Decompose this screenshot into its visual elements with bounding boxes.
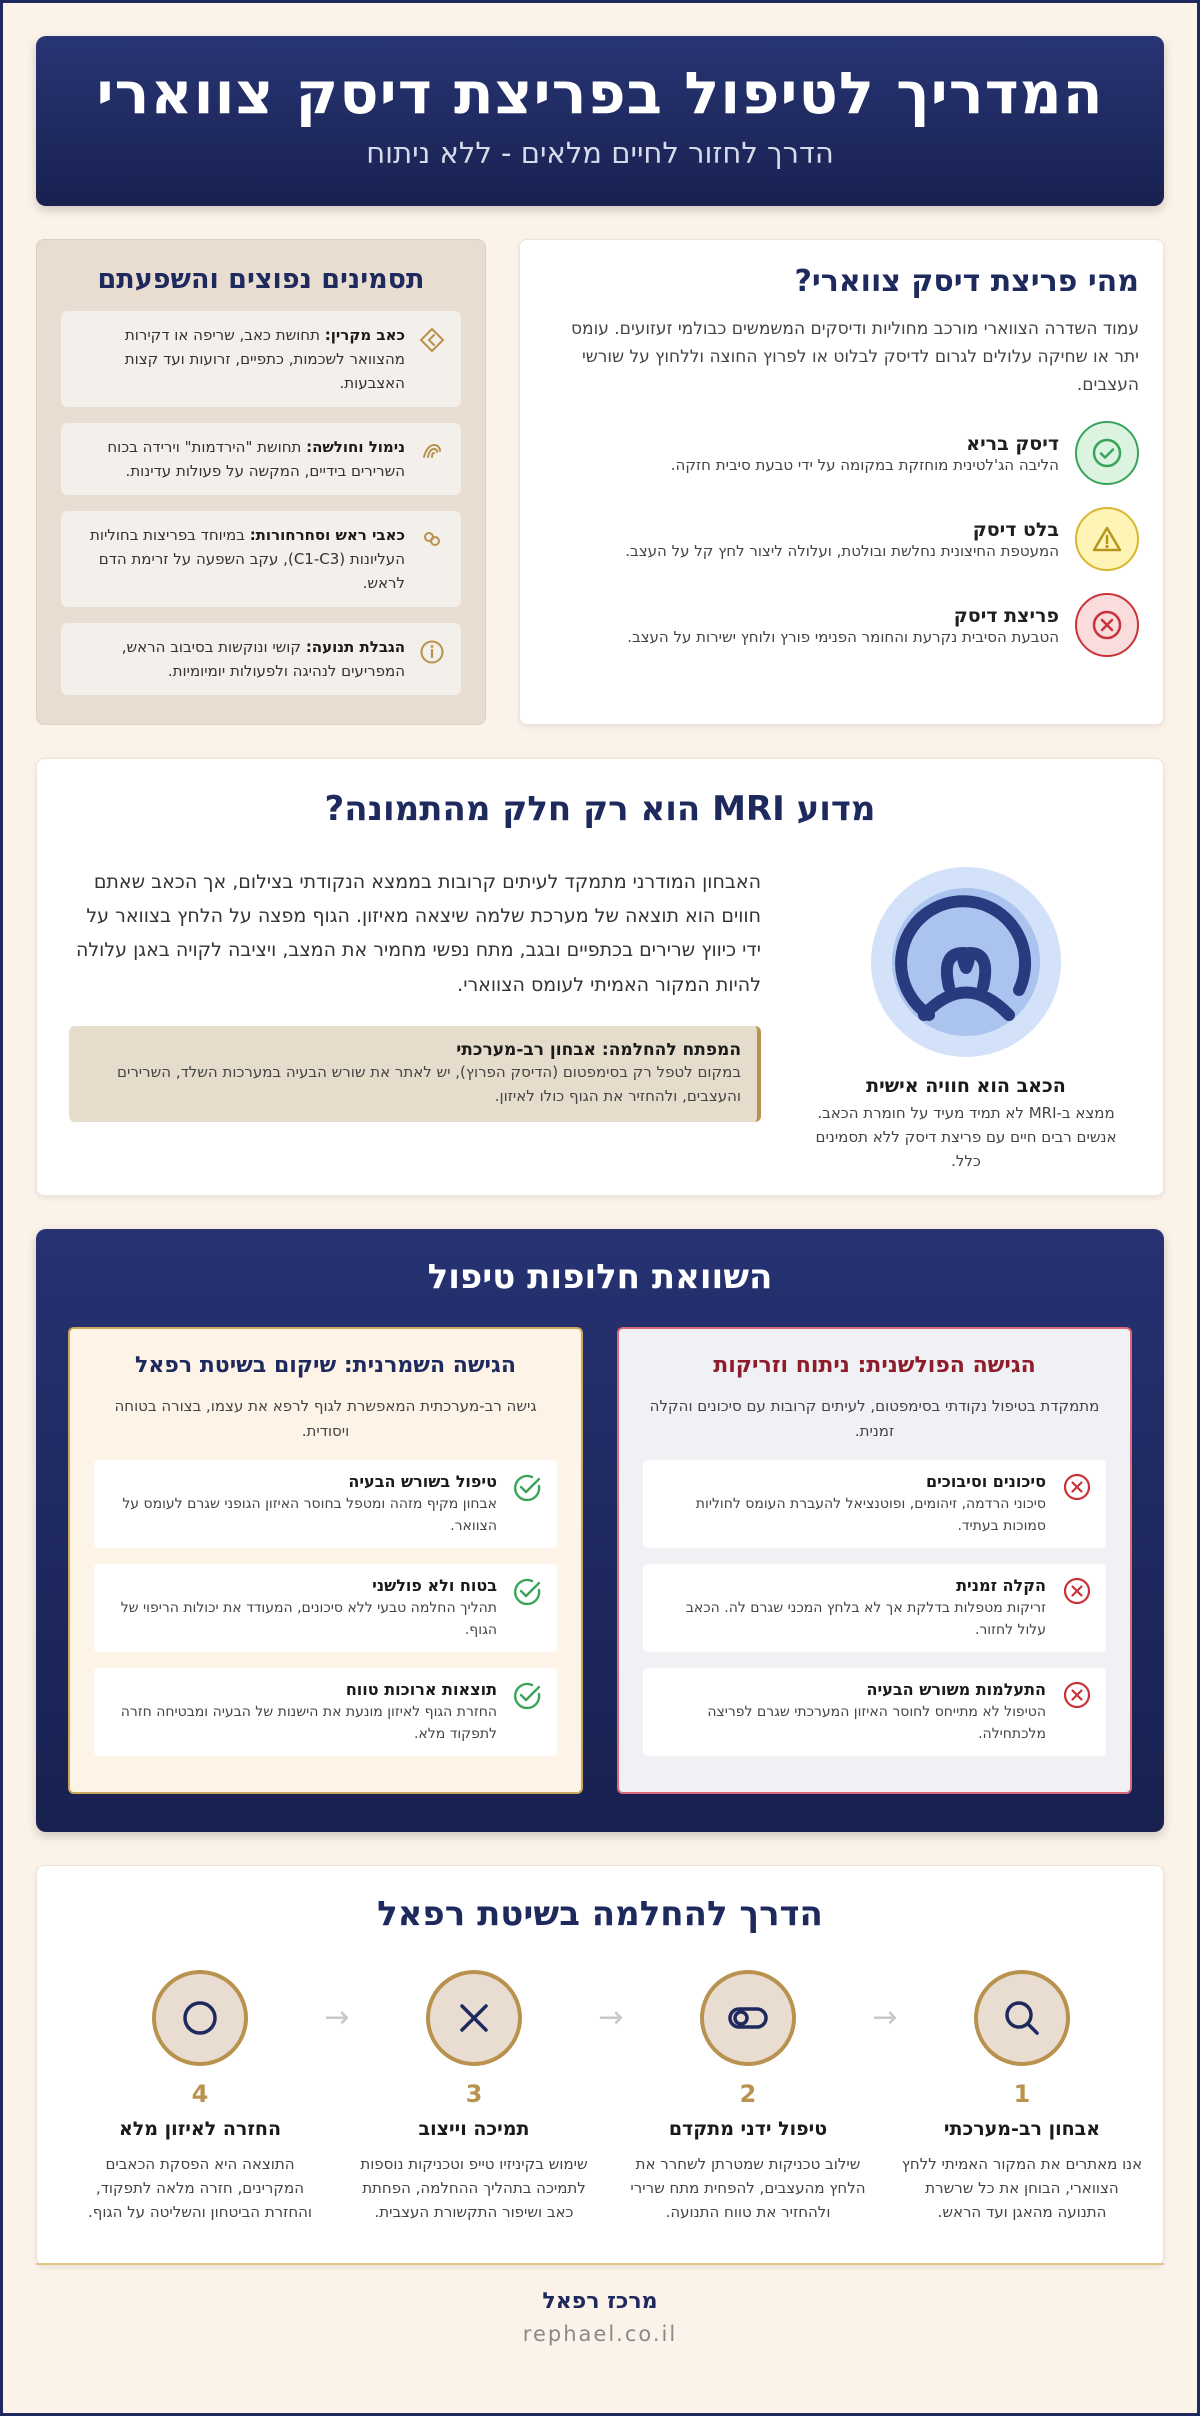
mri-title: מדוע MRI הוא רק חלק מהתמונה? xyxy=(324,789,876,829)
footer-url-link[interactable]: rephael.co.il xyxy=(522,2322,678,2346)
circle-icon xyxy=(152,1970,248,2066)
link-icon xyxy=(417,523,447,555)
comparison-section xyxy=(36,1229,1164,1832)
symptom-text: תחושת "הירדמות" וירידה בכוח השרירים בידיים, המקשה על פעולות עדינות. xyxy=(107,438,405,480)
page-subtitle: הדרך לחזור לחיים מלאים - ללא ניתוח xyxy=(366,135,834,170)
symptom-text: תחושת כאב, שריפה או דקירות מהצוואר לשכמות, כתפיים, זרועות ועד קצות האצבעות. xyxy=(124,326,405,392)
surgical-point xyxy=(643,1460,1106,1548)
recovery-path-card xyxy=(36,1865,1164,2266)
point-title: סיכונים וסיבוכים xyxy=(925,1471,1046,1491)
point-title: הקלה זמנית xyxy=(956,1575,1046,1595)
symptom-label: כאב מקרין: xyxy=(324,326,405,344)
pain-figure-icon xyxy=(801,865,1131,1063)
point-text: הטיפול לא מתייחס לחוסר האיזון המערכתי שגרם לפריצה מלכתחילה. xyxy=(707,1703,1046,1742)
arrow-icon: → xyxy=(872,2000,898,2035)
mri-card xyxy=(36,758,1164,1196)
arrow-icon: → xyxy=(324,2000,350,2035)
point-title: תוצאות ארוכות טווח xyxy=(345,1679,497,1699)
disc-stage-desc: הטבעת הסיבית נקרעת והחומר הפנימי פורץ ולוחץ ישירות על העצב. xyxy=(627,627,1059,646)
surgical-point xyxy=(643,1668,1106,1756)
what-is-title: מהי פריצת דיסק צווארי? xyxy=(794,264,1139,299)
header-banner xyxy=(36,36,1164,206)
symptom-item xyxy=(61,623,461,695)
x-circle-icon xyxy=(1058,1576,1092,1610)
symptom-text: במיוחד בפריצות בחוליות העליונות (C1-C3), עקב השפעה על זרימת הדם לראש. xyxy=(90,526,405,592)
close-x-icon xyxy=(426,1970,522,2066)
symptom-label: הגבלת תנועה: xyxy=(305,638,405,656)
symptom-item xyxy=(61,311,461,407)
x-circle-icon xyxy=(1075,593,1139,657)
conservative-title: הגישה השמרנית: שיקום בשיטת רפאל xyxy=(135,1353,516,1378)
disc-stage-name: דיסק בריא xyxy=(966,432,1059,455)
step-text: אנו מאתרים את המקור האמיתי ללחץ הצווארי, הבוחן את כל שרשרת התנועה מהאגן ועד הראש. xyxy=(901,2155,1143,2221)
disc-stage-healthy xyxy=(544,421,1139,485)
x-circle-icon xyxy=(1058,1680,1092,1714)
point-text: אבחון מקיף מזהה ומטפל בחוסר האיזון הגופני שגרם לעומס על הצוואר. xyxy=(122,1495,497,1534)
check-circle-icon xyxy=(509,1472,543,1508)
disc-stage-bulge xyxy=(544,507,1139,571)
surgical-title: הגישה הפולשנית: ניתוח וזריקות xyxy=(713,1353,1036,1378)
recovery-path-title: הדרך להחלמה בשיטת רפאל xyxy=(377,1894,823,1934)
point-text: סיכוני הרדמה, זיהומים, ופוטנציאל להעברת העומס לחוליות סמוכות בעתיד. xyxy=(695,1495,1046,1534)
conservative-point xyxy=(94,1460,557,1548)
step-number: 2 xyxy=(739,2080,757,2108)
point-text: החזרת הגוף לאיזון מונעת את הישנות של הבעיה ומבטיחה חזרה לתפקוד מלא. xyxy=(120,1703,497,1742)
symptom-item xyxy=(61,423,461,495)
what-is-intro: עמוד השדרה הצווארי מורכב מחוליות ודיסקים המשמשים כבולמי זעזועים. עומס יתר או שחיקה עלולים לגרום לדיסק לבלוט או לפרוץ החוצה וללחוץ על שורשי העצבים. xyxy=(571,319,1139,396)
disc-stage-desc: הליבה הג'לטינית מוחזקת במקומה על ידי טבעת סיבית חזקה. xyxy=(670,455,1059,474)
conservative-point xyxy=(94,1564,557,1652)
conservative-column xyxy=(68,1327,583,1794)
point-title: בטוח ולא פולשני xyxy=(372,1575,497,1595)
symptom-label: נימול וחולשה: xyxy=(306,438,405,456)
point-text: תהליך החלמה טבעי ללא סיכונים, המעודד את יכולות הריפוי של הגוף. xyxy=(120,1599,497,1638)
mri-side-title: הכאב הוא חוויה אישית xyxy=(866,1075,1066,1097)
info-icon xyxy=(417,635,447,669)
radiating-icon xyxy=(417,323,447,357)
warning-icon xyxy=(1075,507,1139,571)
mri-body-text: האבחון המודרני מתמקד לעיתים קרובות בממצא הנקודתי בצילום, אך הכאב שאתם חווים הוא תוצאה של מערכת שלמה שיצאה מאיזון. הגוף מפצה על הלחץ בצוואר על ידי כיווץ שרירים בכתפיים ובגב, מתח נפשי מחמיר את המצב, ויציבה לקויה באגן עלולה להיות המקור האמיתי לעומס הצווארי. xyxy=(75,871,761,996)
comparison-title: השוואת חלופות טיפול xyxy=(427,1257,773,1297)
point-title: התעלמות משורש הבעיה xyxy=(866,1679,1046,1699)
disc-stage-herniation xyxy=(544,593,1139,657)
footer xyxy=(36,2263,1164,2346)
conservative-desc: גישה רב-מערכתית המאפשרת לגוף לרפא את עצמו, בצורה בטוחה ויסודית. xyxy=(114,1397,537,1440)
step-text: שילוב טכניקות שמטרתן לשחרר את הלחץ מהעצבים, להפחית מתח שרירי ולהחזיר את טווח התנועה. xyxy=(630,2155,866,2221)
step-number: 3 xyxy=(465,2080,483,2108)
surgical-column xyxy=(617,1327,1132,1794)
symptom-text: קושי ונוקשות בסיבוב הראש, המפריעים לנהיגה ולפעולות יומיומיות. xyxy=(121,638,405,680)
disc-stage-desc: המעטפת החיצונית נחלשת ובולטת, ועלולה ליצור לחץ קל על העצב. xyxy=(625,541,1059,560)
page-title: המדריך לטיפול בפריצת דיסק צווארי xyxy=(96,59,1104,127)
symptoms-title: תסמינים נפוצים והשפעתם xyxy=(97,264,425,295)
disc-stage-name: פריצת דיסק xyxy=(953,604,1059,627)
step-title: תמיכה וייצוב xyxy=(418,2118,530,2140)
path-step xyxy=(901,1970,1143,2224)
mri-tip-title: המפתח להחלמה: אבחון רב-מערכתי xyxy=(456,1039,741,1060)
step-number: 1 xyxy=(1013,2080,1031,2108)
path-step xyxy=(79,1970,321,2224)
mri-side-panel xyxy=(801,865,1131,1173)
surgical-point xyxy=(643,1564,1106,1652)
mri-tip-box xyxy=(69,1026,761,1122)
hand-icon xyxy=(417,435,447,467)
footer-brand-name: מרכז רפאל xyxy=(542,2289,658,2314)
step-number: 4 xyxy=(191,2080,209,2108)
search-icon xyxy=(974,1970,1070,2066)
symptoms-card xyxy=(36,239,486,725)
path-step xyxy=(627,1970,869,2224)
path-step xyxy=(353,1970,595,2224)
symptom-label: כאבי ראש וסחרחורות: xyxy=(249,526,405,544)
x-circle-icon xyxy=(1058,1472,1092,1506)
check-circle-icon xyxy=(509,1576,543,1612)
surgical-desc: מתמקדת בטיפול נקודתי בסימפטום, לעיתים קרובות עם סיכונים והקלה זמנית. xyxy=(649,1397,1100,1440)
what-is-card xyxy=(519,239,1164,725)
arrow-icon: → xyxy=(598,2000,624,2035)
check-circle-icon xyxy=(509,1680,543,1716)
conservative-point xyxy=(94,1668,557,1756)
symptom-item xyxy=(61,511,461,607)
toggle-icon xyxy=(700,1970,796,2066)
mri-tip-text: במקום לטפל רק בסימפטום (הדיסק הפרוץ), יש לאתר את שורש הבעיה במערכות השלד, השרירים והעצבים, ולהחזיר את הגוף כולו לאיזון. xyxy=(117,1062,741,1105)
mri-side-text: ממצא ב-MRI לא תמיד מעיד על חומרת הכאב. אנשים רבים חיים עם פריצת דיסק ללא תסמינים כלל. xyxy=(815,1104,1117,1170)
point-title: טיפול בשורש הבעיה xyxy=(348,1471,497,1491)
check-icon xyxy=(1075,421,1139,485)
step-text: שימוש בקיניזיו טייפ וטכניקות נוספות לתמיכה בתהליך ההחלמה, הפחתת כאב ושיפור התקשורת העצבית. xyxy=(360,2155,588,2221)
step-title: החזרה לאיזון מלא xyxy=(118,2118,282,2140)
step-text: התוצאה היא הפסקת הכאבים המקרינים, חזרה מלאה לתפקוד, והחזרת הביטחון והשליטה על הגוף. xyxy=(87,2155,313,2221)
step-title: אבחון רב-מערכתי xyxy=(943,2118,1101,2140)
point-text: זריקות מטפלות בדלקת אך לא בלחץ המכני שגרם לה. הכאב עלול לחזור. xyxy=(685,1599,1046,1638)
step-title: טיפול ידני מתקדם xyxy=(668,2118,828,2140)
disc-stage-name: בלט דיסק xyxy=(972,518,1059,541)
